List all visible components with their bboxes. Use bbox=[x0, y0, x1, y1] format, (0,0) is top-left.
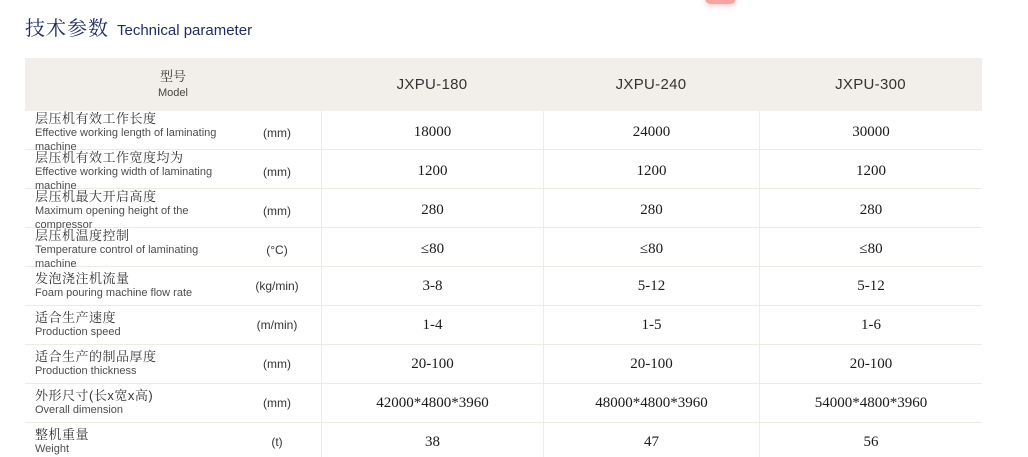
page-title-chinese: 技术参数 bbox=[25, 18, 109, 40]
table-header-row bbox=[25, 58, 982, 111]
parameter-label-cell bbox=[25, 111, 321, 155]
value-jxpu-240: 280 bbox=[543, 189, 759, 233]
value-jxpu-240: 48000*4800*3960 bbox=[543, 384, 759, 422]
cutoff-pink-badge bbox=[705, 0, 736, 4]
value-jxpu-300: 280 bbox=[759, 189, 982, 233]
parameter-label-en: Production thickness bbox=[35, 365, 137, 378]
value-jxpu-300: 20-100 bbox=[759, 345, 982, 383]
parameter-unit: (mm) bbox=[263, 203, 291, 218]
parameter-label-cell bbox=[25, 267, 321, 305]
parameter-label-cell bbox=[25, 423, 321, 457]
table-row bbox=[25, 423, 982, 457]
parameter-label-en: Weight bbox=[35, 443, 70, 456]
table-row bbox=[25, 111, 982, 153]
value-jxpu-300: 5-12 bbox=[759, 267, 982, 305]
value-jxpu-300: 56 bbox=[759, 423, 982, 457]
parameter-unit: (mm) bbox=[263, 164, 291, 179]
parameter-label-cell bbox=[25, 189, 321, 233]
page-title-english: Technical parameter bbox=[117, 22, 253, 39]
value-jxpu-180: 20-100 bbox=[321, 345, 543, 383]
header-model-label-cn: 型号 bbox=[159, 69, 186, 85]
header-model-cell bbox=[25, 58, 321, 111]
header-model-jxpu-300: JXPU-300 bbox=[835, 76, 906, 93]
value-jxpu-300: ≤80 bbox=[759, 228, 982, 272]
value-jxpu-240: ≤80 bbox=[543, 228, 759, 272]
table-row bbox=[25, 345, 982, 384]
value-jxpu-180: 3-8 bbox=[321, 267, 543, 305]
value-jxpu-180: 42000*4800*3960 bbox=[321, 384, 543, 422]
parameter-label-en: Production speed bbox=[35, 326, 121, 339]
table-body bbox=[25, 111, 982, 457]
parameter-unit: (t) bbox=[271, 435, 283, 449]
header-model-jxpu-240: JXPU-240 bbox=[615, 76, 687, 93]
table-row bbox=[25, 267, 982, 306]
technical-parameter-table bbox=[25, 58, 982, 457]
page-title bbox=[25, 12, 252, 41]
value-jxpu-180: 18000 bbox=[321, 111, 543, 155]
table-row bbox=[25, 189, 982, 231]
table-row bbox=[25, 150, 982, 192]
value-jxpu-300: 54000*4800*3960 bbox=[759, 384, 982, 422]
parameter-label-en: Effective working width of laminating machine bbox=[35, 166, 213, 192]
table-row bbox=[25, 384, 982, 423]
parameter-label-cn: 适合生产速度 bbox=[35, 310, 117, 325]
parameter-label-cn: 层压机有效工作宽度均为 bbox=[35, 150, 184, 165]
value-jxpu-300: 30000 bbox=[759, 111, 982, 155]
parameter-unit: (mm) bbox=[263, 357, 291, 371]
header-model-label-en: Model bbox=[158, 86, 188, 99]
parameter-label-en: Effective working length of laminating machine bbox=[35, 127, 217, 153]
parameter-label-cn: 外形尺寸(长x宽x高) bbox=[35, 388, 154, 403]
parameter-label-cn: 整机重量 bbox=[35, 427, 90, 442]
value-jxpu-300: 1200 bbox=[759, 150, 982, 194]
parameter-label-cn: 适合生产的制品厚度 bbox=[35, 349, 157, 364]
value-jxpu-240: 47 bbox=[543, 423, 759, 457]
parameter-label-cell bbox=[25, 345, 321, 383]
parameter-label-cell bbox=[25, 306, 321, 344]
parameter-label-cn: 发泡浇注机流量 bbox=[35, 271, 130, 286]
value-jxpu-300: 1-6 bbox=[759, 306, 982, 344]
value-jxpu-180: 38 bbox=[321, 423, 543, 457]
parameter-label-cn: 层压机最大开启高度 bbox=[35, 189, 157, 204]
parameter-label-cn: 层压机有效工作长度 bbox=[35, 111, 157, 126]
value-jxpu-240: 5-12 bbox=[543, 267, 759, 305]
header-model-jxpu-180: JXPU-180 bbox=[396, 76, 468, 93]
parameter-label-en: Maximum opening height of the compressor bbox=[35, 205, 189, 231]
table-row bbox=[25, 228, 982, 270]
parameter-unit: (kg/min) bbox=[255, 279, 299, 293]
parameter-label-cell bbox=[25, 384, 321, 422]
value-jxpu-240: 1-5 bbox=[543, 306, 759, 344]
table-row bbox=[25, 306, 982, 345]
parameter-unit: (°C) bbox=[266, 242, 288, 257]
value-jxpu-180: 280 bbox=[321, 189, 543, 233]
parameter-label-cell bbox=[25, 228, 321, 272]
parameter-label-cell bbox=[25, 150, 321, 194]
parameter-unit: (mm) bbox=[263, 125, 291, 140]
parameter-label-cn: 层压机温度控制 bbox=[35, 228, 130, 243]
value-jxpu-240: 20-100 bbox=[543, 345, 759, 383]
value-jxpu-180: ≤80 bbox=[321, 228, 543, 272]
parameter-unit: (m/min) bbox=[256, 318, 298, 332]
parameter-unit: (mm) bbox=[263, 396, 291, 410]
value-jxpu-180: 1200 bbox=[321, 150, 543, 194]
value-jxpu-240: 24000 bbox=[543, 111, 759, 155]
parameter-label-en: Foam pouring machine flow rate bbox=[35, 287, 193, 300]
value-jxpu-240: 1200 bbox=[543, 150, 759, 194]
parameter-label-en: Temperature control of laminating machine bbox=[35, 244, 199, 270]
parameter-label-en: Overall dimension bbox=[35, 404, 124, 417]
value-jxpu-180: 1-4 bbox=[321, 306, 543, 344]
